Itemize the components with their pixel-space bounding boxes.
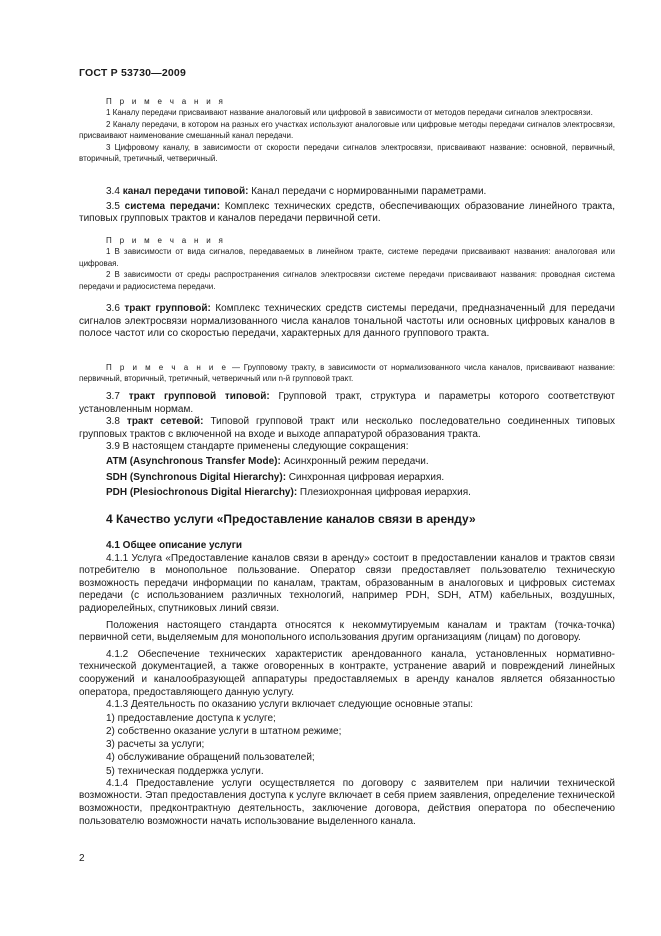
abbreviation-code: ATM (Asynchronous Transfer Mode): xyxy=(106,455,281,467)
term-name: тракт групповой типовой: xyxy=(128,391,270,402)
term-name: система передачи: xyxy=(124,200,221,212)
notes-block-2 xyxy=(79,235,615,292)
paragraph-4-1-1: 4.1.1 Услуга «Предоставление каналов связи в аренду» состоит в предоставлении каналов и трактов связи потребителю в монопольное пользование. Оператор связи предоставляет пользователю техническую возможность передачи информации по каналам, трактам, образованным в аналоговых и цифровых системах передачи (с использованием различных технологий, например PDH, SDH, ATM) кабельных, воздушных, радиорелейных, спутниковых линий связи. xyxy=(79,552,615,614)
term-number: 3.5 xyxy=(106,200,120,212)
term-definition xyxy=(79,303,615,341)
stage-list-item: 3) расчеты за услуги; xyxy=(106,739,205,751)
paragraph-4-1-2: 4.1.2 Обеспечение технических характеристик арендованного канала, установленных нормативно-технической документацией, а также оговоренных в контракте, устранение аварий и повреждений линейных сооружений и каналообразующей аппаратуры предоставляемых в аренду каналов является обязанностью оператора, предоставляющего данную услугу. xyxy=(79,648,615,698)
terms-block-a xyxy=(79,186,615,226)
term-name: тракт групповой: xyxy=(124,303,211,314)
stage-list-item: 5) техническая поддержка услуги. xyxy=(106,765,264,777)
term-3-6-block xyxy=(79,303,615,341)
notes-heading: П р и м е ч а н и я xyxy=(106,236,226,245)
document-header: ГОСТ Р 53730—2009 xyxy=(79,67,187,79)
paragraph-scope: Положения настоящего стандарта относятся к некоммутируемым каналам и трактам (точка-точка) первичной сети, выделяемым для монопольного использования другим организациям (лицам) по договору. xyxy=(79,619,615,644)
term-text: Канал передачи с нормированными параметрами. xyxy=(251,186,487,197)
notes-heading: П р и м е ч а н и я xyxy=(106,97,226,106)
abbreviation-code: PDH (Plesiochronous Digital Hierarchy): xyxy=(106,487,298,499)
stage-list-item: 2) собственно оказание услуги в штатном режиме; xyxy=(106,725,342,737)
stage-list-item: 1) предоставление доступа к услуге; xyxy=(106,712,276,724)
notes-block-1 xyxy=(79,96,615,164)
terms-block-b xyxy=(79,391,615,500)
abbreviation-text: Плезиохронная цифровая иерархия. xyxy=(297,487,471,499)
term-text: Комплекс технических средств системы передачи, предназначенный для передачи сигналов электросвязи нормализованного числа каналов тональной частоты или основных цифровых каналов в полосе частот или со скоростью передачи, характерных для данного группового тракта. xyxy=(79,303,616,340)
note-item: 1 Каналу передачи присваивают название аналоговый или цифровой в зависимости от методов передачи сигналов электросвязи. xyxy=(106,108,593,118)
note-item: 2 В зависимости от среды распространения сигналов электросвязи системе передачи присваивают названия: проводная система передачи и радиосистема передачи. xyxy=(79,270,615,291)
term-number: 3.7 xyxy=(106,391,120,402)
abbreviation-item xyxy=(79,456,615,469)
note-single xyxy=(79,362,615,385)
note-item xyxy=(79,362,615,385)
note-item: 2 Каналу передачи, в котором на разных его участках используют аналоговые или цифровые методы передачи сигналов электросвязи, присваивают наименование смешанный канал передачи. xyxy=(79,119,615,141)
term-definition xyxy=(79,186,615,199)
abbreviation-item xyxy=(79,487,615,500)
term-text: Групповой тракт, структура и параметры которого соответствуют установленным нормам. xyxy=(79,391,616,415)
term-definition xyxy=(79,391,615,416)
term-number: 3.8 xyxy=(106,416,120,428)
abbreviation-code: SDH (Synchronous Digital Hierarchy): xyxy=(106,471,287,483)
abbreviation-text: Синхронная цифровая иерархия. xyxy=(286,471,445,483)
note-item: 1 В зависимости от вида сигналов, передаваемых в линейном тракте, системе передачи присваивают названия: аналоговая или цифровая. xyxy=(79,247,615,268)
abbreviation-item xyxy=(79,472,615,485)
term-definition xyxy=(79,201,615,226)
term-definition xyxy=(79,416,615,441)
term-name: канал передачи типовой: xyxy=(122,186,249,197)
note-text: — Групповому тракту, в зависимости от нормализованного числа каналов, присваивают название: первичный, вторичный, третичный, четверичный или n-й групповой тракт. xyxy=(79,363,616,384)
paragraph-4-1-4: 4.1.4 Предоставление услуги осуществляется по договору с заявителем при наличии технической возможности. Этап предоставления доступа к услуге включает в себя прием заявления, определение технической возможности, предконтрактную деятельность, заключение договора, действия оператора по обеспечению пользователю возможности начать использование выделенного канала. xyxy=(79,777,615,827)
abbreviations-intro: 3.9 В настоящем стандарте применены следующие сокращения: xyxy=(106,441,409,453)
stage-list-item: 4) обслуживание обращений пользователей; xyxy=(106,752,315,764)
section-4-body xyxy=(79,540,615,828)
section-heading: 4 Качество услуги «Предоставление каналов связи в аренду» xyxy=(106,512,476,526)
term-text: Типовой групповой тракт или несколько последовательно соединенных типовых групповых трактов с включенной на входе и выходе аппаратурой образования тракта. xyxy=(79,416,616,440)
term-number: 3.4 xyxy=(106,186,120,197)
paragraph-4-1-3: 4.1.3 Деятельность по оказанию услуги включает следующие основные этапы: xyxy=(106,699,474,711)
page-number: 2 xyxy=(79,853,85,864)
term-text: Комплекс технических средств, обеспечивающих образование линейного тракта, типовых групповых трактов и каналов передачи первичной сети. xyxy=(79,200,616,225)
term-number: 3.6 xyxy=(106,303,120,314)
term-name: тракт сетевой: xyxy=(126,416,204,428)
abbreviation-text: Асинхронный режим передачи. xyxy=(280,455,429,467)
note-label: П р и м е ч а н и е xyxy=(106,363,229,372)
note-item: 3 Цифровому каналу, в зависимости от скорости передачи сигналов электросвязи, присваивают название: основной, первичный, вторичный, третичный, четверичный. xyxy=(79,142,615,164)
subsection-heading: 4.1 Общее описание услуги xyxy=(106,540,243,551)
